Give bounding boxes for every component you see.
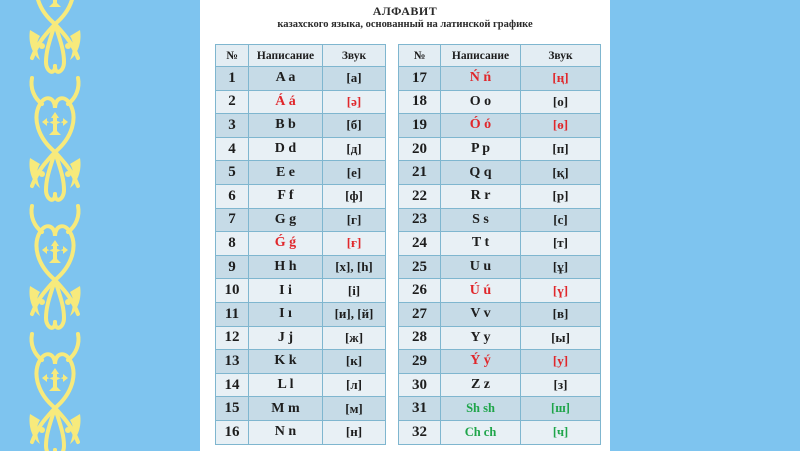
table-row: [216, 373, 386, 397]
row-number: 13: [216, 350, 249, 374]
table-row: [399, 302, 601, 326]
page-subtitle: казахского языка, основанный на латинской графике: [277, 19, 533, 30]
row-letter: Ch ch: [441, 420, 521, 444]
row-sound: [п]: [521, 137, 601, 161]
row-sound: [қ]: [521, 161, 601, 185]
row-sound: [і]: [323, 279, 386, 303]
row-sound: [ы]: [521, 326, 601, 350]
table-row: [216, 67, 386, 91]
alphabet-panel: [200, 0, 610, 451]
row-letter: Ǵ ǵ: [249, 232, 323, 256]
row-sound: [л]: [323, 373, 386, 397]
row-letter: P p: [441, 137, 521, 161]
row-number: 22: [399, 184, 441, 208]
table-row: [216, 232, 386, 256]
row-letter: D d: [249, 137, 323, 161]
row-letter: Ý ý: [441, 350, 521, 374]
row-number: 24: [399, 232, 441, 256]
table-row: [216, 350, 386, 374]
row-number: 1: [216, 67, 249, 91]
row-number: 8: [216, 232, 249, 256]
row-letter: O o: [441, 90, 521, 114]
table-row: [399, 67, 601, 91]
table-row: [399, 137, 601, 161]
row-letter: I i: [249, 279, 323, 303]
row-letter: I ı: [249, 302, 323, 326]
row-letter: Ń ń: [441, 67, 521, 91]
row-sound: [и], [й]: [323, 302, 386, 326]
row-number: 21: [399, 161, 441, 185]
table-row: [399, 184, 601, 208]
table-row: [216, 397, 386, 421]
row-sound: [о]: [521, 90, 601, 114]
row-letter: A a: [249, 67, 323, 91]
row-number: 20: [399, 137, 441, 161]
row-number: 27: [399, 302, 441, 326]
table-row: [216, 114, 386, 138]
row-letter: Á á: [249, 90, 323, 114]
table-row: [399, 326, 601, 350]
row-sound: [б]: [323, 114, 386, 138]
row-letter: U u: [441, 255, 521, 279]
row-sound: [ж]: [323, 326, 386, 350]
row-sound: [н]: [323, 420, 386, 444]
row-number: 29: [399, 350, 441, 374]
row-number: 30: [399, 373, 441, 397]
row-number: 9: [216, 255, 249, 279]
header-sound: Звук: [323, 45, 386, 67]
row-sound: [с]: [521, 208, 601, 232]
row-number: 18: [399, 90, 441, 114]
row-sound: [в]: [521, 302, 601, 326]
row-sound: [ұ]: [521, 255, 601, 279]
table-row: [399, 255, 601, 279]
row-number: 6: [216, 184, 249, 208]
row-sound: [ң]: [521, 67, 601, 91]
row-sound: [т]: [521, 232, 601, 256]
row-letter: E e: [249, 161, 323, 185]
row-number: 15: [216, 397, 249, 421]
row-sound: [ч]: [521, 420, 601, 444]
row-letter: Ú ú: [441, 279, 521, 303]
table-row: [399, 161, 601, 185]
row-letter: V v: [441, 302, 521, 326]
table-row: [216, 208, 386, 232]
row-sound: [д]: [323, 137, 386, 161]
row-number: 14: [216, 373, 249, 397]
table-row: [216, 161, 386, 185]
row-sound: [ә]: [323, 90, 386, 114]
table-row: [216, 279, 386, 303]
row-number: 17: [399, 67, 441, 91]
row-sound: [а]: [323, 67, 386, 91]
alphabet-table-left: [215, 44, 386, 445]
row-number: 5: [216, 161, 249, 185]
row-letter: M m: [249, 397, 323, 421]
kazakh-ornament-icon: [26, 0, 84, 451]
row-sound: [м]: [323, 397, 386, 421]
row-sound: [ғ]: [323, 232, 386, 256]
table-header-row: [216, 45, 386, 67]
row-number: 12: [216, 326, 249, 350]
header-num: №: [216, 45, 249, 67]
table-row: [399, 90, 601, 114]
row-sound: [ү]: [521, 279, 601, 303]
table-row: [216, 137, 386, 161]
header-letter: Написание: [249, 45, 323, 67]
row-letter: R r: [441, 184, 521, 208]
table-row: [399, 420, 601, 444]
table-row: [399, 373, 601, 397]
row-letter: F f: [249, 184, 323, 208]
table-row: [399, 350, 601, 374]
row-number: 31: [399, 397, 441, 421]
row-number: 25: [399, 255, 441, 279]
row-number: 3: [216, 114, 249, 138]
header-sound: Звук: [521, 45, 601, 67]
row-number: 26: [399, 279, 441, 303]
row-letter: Y y: [441, 326, 521, 350]
table-row: [399, 114, 601, 138]
table-row: [399, 208, 601, 232]
header-letter: Написание: [441, 45, 521, 67]
row-letter: B b: [249, 114, 323, 138]
row-sound: [ө]: [521, 114, 601, 138]
row-letter: Ó ó: [441, 114, 521, 138]
alphabet-table-right: [398, 44, 601, 445]
table-row: [216, 302, 386, 326]
row-letter: N n: [249, 420, 323, 444]
row-letter: K k: [249, 350, 323, 374]
row-sound: [ф]: [323, 184, 386, 208]
row-sound: [к]: [323, 350, 386, 374]
row-number: 2: [216, 90, 249, 114]
row-letter: Q q: [441, 161, 521, 185]
page-title: АЛФАВИТ: [372, 4, 438, 18]
row-letter: H h: [249, 255, 323, 279]
row-letter: Sh sh: [441, 397, 521, 421]
row-letter: S s: [441, 208, 521, 232]
row-number: 28: [399, 326, 441, 350]
row-number: 4: [216, 137, 249, 161]
row-letter: J j: [249, 326, 323, 350]
row-letter: L l: [249, 373, 323, 397]
header-num: №: [399, 45, 441, 67]
row-number: 19: [399, 114, 441, 138]
row-letter: G g: [249, 208, 323, 232]
table-row: [216, 90, 386, 114]
row-sound: [г]: [323, 208, 386, 232]
row-number: 11: [216, 302, 249, 326]
table-row: [216, 326, 386, 350]
row-sound: [е]: [323, 161, 386, 185]
table-row: [399, 279, 601, 303]
row-sound: [з]: [521, 373, 601, 397]
table-row: [399, 232, 601, 256]
row-letter: Z z: [441, 373, 521, 397]
row-sound: [р]: [521, 184, 601, 208]
row-number: 7: [216, 208, 249, 232]
row-sound: [у]: [521, 350, 601, 374]
table-row: [216, 255, 386, 279]
row-number: 32: [399, 420, 441, 444]
table-row: [399, 397, 601, 421]
row-number: 16: [216, 420, 249, 444]
row-sound: [х], [һ]: [323, 255, 386, 279]
row-letter: T t: [441, 232, 521, 256]
row-number: 23: [399, 208, 441, 232]
row-number: 10: [216, 279, 249, 303]
table-row: [216, 184, 386, 208]
table-row: [216, 420, 386, 444]
table-header-row: [399, 45, 601, 67]
row-sound: [ш]: [521, 397, 601, 421]
